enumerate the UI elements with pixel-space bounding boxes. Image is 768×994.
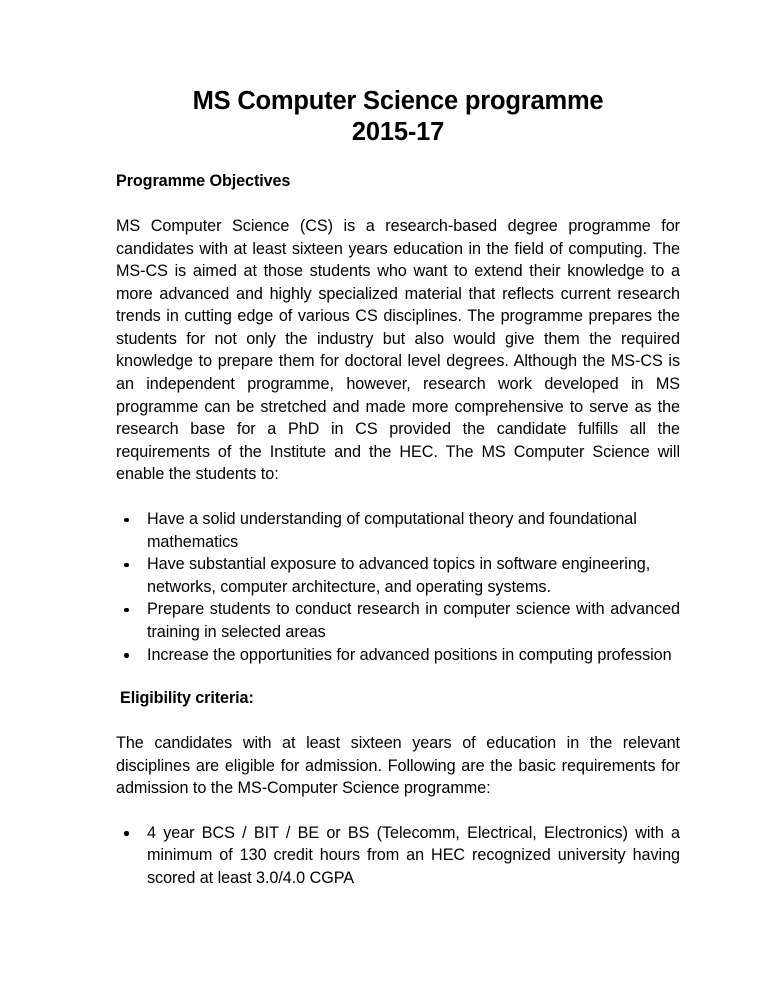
list-item-text: Prepare students to conduct research in computer science with advanced training in selected areas [147, 600, 680, 642]
spacer-before-eligibility-list [116, 800, 680, 822]
list-item [116, 644, 680, 667]
page-title [116, 86, 680, 148]
bullet-dot-icon [124, 563, 129, 568]
paragraph-eligibility: The candidates with at least sixteen years of education in the relevant disciplines are eligible for admission. Following are the basic requirements for admission to the MS-Computer Science programme: [116, 733, 680, 798]
document-content [116, 86, 680, 889]
eligibility-bullet-list [116, 822, 680, 890]
list-item [116, 598, 680, 643]
list-item-text: Have a solid understanding of computational theory and foundational mathematics [147, 510, 637, 551]
page-title-line-1: MS Computer Science programme [192, 87, 604, 115]
bullet-dot-icon [124, 608, 129, 613]
spacer-objectives-heading [116, 193, 680, 215]
list-item-text: 4 year BCS / BIT / BE or BS (Telecomm, Electrical, Electronics) with a minimum of 130 credit hours from an HEC recognized university having scored at least 3.0/4.0 CGPA [147, 823, 680, 887]
page-title-line-2: 2015-17 [351, 118, 445, 147]
spacer-before-objectives-list [116, 486, 680, 508]
paragraph-programme-objectives: MS Computer Science (CS) is a research-based degree programme for candidates with at least sixteen years education in the field of computing. The MS-CS is aimed at those students who want to extend their knowledge to a more advanced and highly specialized material that reflects current research trends in cutting edge of various CS disciplines. The programme prepares the students for not only the industry but also would give them the required knowledge to prepare them for doctoral level degrees. Although the MS-CS is an independent programme, however, research work developed in MS programme can be stretched and made more comprehensive to serve as the research base for a PhD in CS provided the candidate fulfills all the requirements of the Institute and the HEC. The MS Computer Science will enable the students to: [116, 216, 680, 484]
objectives-bullet-list [116, 508, 680, 666]
section-heading-eligibility-criteria: Eligibility criteria: [120, 689, 254, 708]
list-item [116, 508, 680, 553]
list-item [116, 822, 680, 890]
spacer-eligibility-heading [116, 710, 680, 732]
list-item-text: Have substantial exposure to advanced topics in software engineering, networks, computer architecture, and operating systems. [147, 555, 651, 596]
list-item [116, 553, 680, 598]
bullet-dot-icon [124, 518, 129, 523]
bullet-dot-icon [124, 831, 129, 836]
spacer-before-eligibility [116, 666, 680, 688]
title-spacer [116, 148, 680, 171]
bullet-dot-icon [124, 653, 129, 658]
section-heading-programme-objectives: Programme Objectives [116, 172, 291, 191]
list-item-text: Increase the opportunities for advanced positions in computing profession [147, 645, 672, 664]
